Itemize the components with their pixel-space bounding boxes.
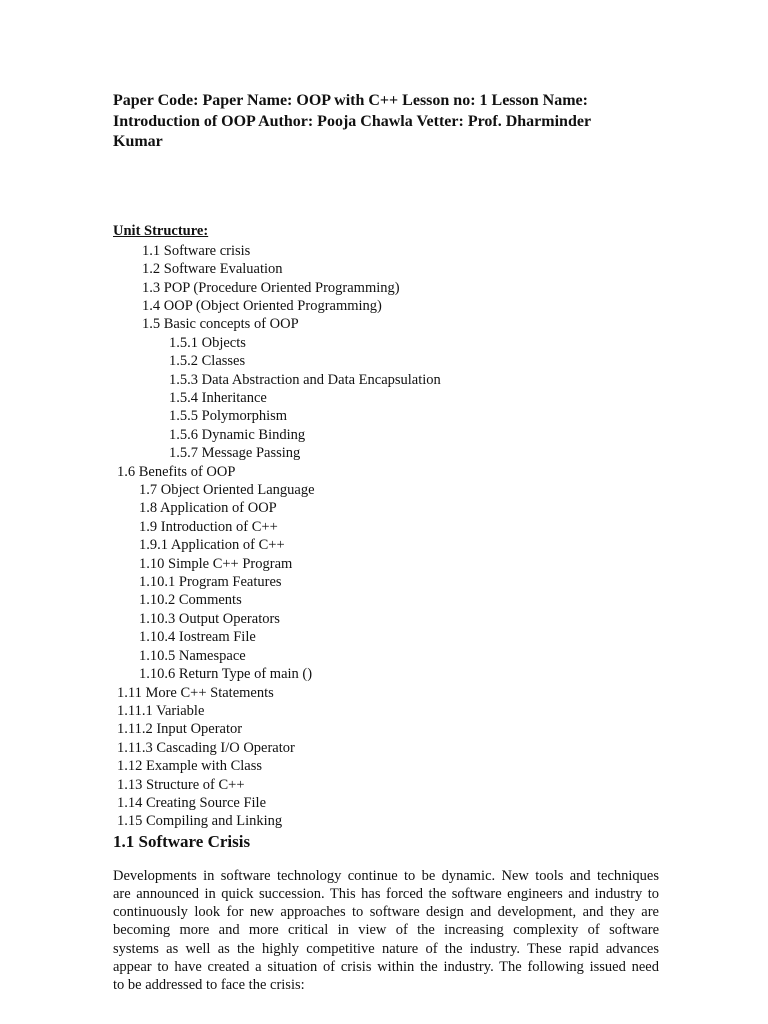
toc-item: 1.5.6 Dynamic Binding: [169, 427, 306, 443]
section-heading: 1.1 Software Crisis: [113, 832, 251, 851]
toc-item: 1.11.1 Variable: [117, 703, 205, 719]
toc-item: 1.10 Simple C++ Program: [139, 556, 293, 572]
body-text-line: continuously look for new approaches to software design and development, and they are: [113, 904, 659, 920]
header-line-1: Paper Code: Paper Name: OOP with C++ Lesson no: 1 Lesson Name:: [113, 92, 588, 109]
toc-item: 1.14 Creating Source File: [117, 795, 267, 811]
toc-item: 1.6 Benefits of OOP: [117, 464, 236, 480]
toc-item: 1.5.7 Message Passing: [169, 445, 301, 461]
body-text-line: to be addressed to face the crisis:: [113, 977, 305, 993]
body-text-line: appear to have created a situation of crisis within the industry. The following issued need: [113, 959, 659, 975]
toc-item: 1.9 Introduction of C++: [139, 519, 278, 535]
body-text-line: are announced in quick succession. This has forced the software engineers and industry to: [113, 886, 659, 902]
toc-item: 1.10.5 Namespace: [139, 648, 246, 664]
unit-structure-heading: Unit Structure:: [113, 223, 209, 239]
toc-item: 1.13 Structure of C++: [117, 777, 245, 793]
toc-item: 1.11.3 Cascading I/O Operator: [117, 740, 295, 756]
header-line-3: Kumar: [113, 133, 163, 150]
toc-item: 1.15 Compiling and Linking: [117, 813, 283, 829]
toc-item: 1.2 Software Evaluation: [142, 261, 283, 277]
toc-item: 1.12 Example with Class: [117, 758, 262, 774]
header-line-2: Introduction of OOP Author: Pooja Chawla Vetter: Prof. Dharminder: [113, 113, 592, 130]
toc-item: 1.3 POP (Procedure Oriented Programming): [142, 280, 400, 296]
body-text-line: systems as well as the highly competitive nature of the industry. These rapid advances: [113, 941, 659, 957]
body-text-line: Developments in software technology continue to be dynamic. New tools and techniques: [113, 868, 659, 884]
toc-item: 1.9.1 Application of C++: [139, 537, 285, 553]
toc-item: 1.10.6 Return Type of main (): [139, 666, 313, 682]
toc-item: 1.11 More C++ Statements: [117, 685, 274, 701]
toc-item: 1.5.2 Classes: [169, 353, 246, 369]
toc-item: 1.5.5 Polymorphism: [169, 408, 288, 424]
toc-item: 1.10.1 Program Features: [139, 574, 282, 590]
toc-item: 1.5 Basic concepts of OOP: [142, 316, 299, 332]
toc-item: 1.10.3 Output Operators: [139, 611, 280, 627]
toc-item: 1.5.1 Objects: [169, 335, 246, 351]
toc-item: 1.1 Software crisis: [142, 243, 251, 259]
toc-item: 1.5.3 Data Abstraction and Data Encapsulation: [169, 372, 441, 388]
body-text-line: becoming more and more critical in view of the increasing complexity of software: [113, 922, 659, 938]
toc-item: 1.4 OOP (Object Oriented Programming): [142, 298, 382, 314]
toc-item: 1.10.4 Iostream File: [139, 629, 256, 645]
toc-item: 1.10.2 Comments: [139, 592, 242, 608]
toc-item: 1.8 Application of OOP: [139, 500, 277, 516]
toc-item: 1.11.2 Input Operator: [117, 721, 243, 737]
toc-item: 1.5.4 Inheritance: [169, 390, 267, 406]
toc-item: 1.7 Object Oriented Language: [139, 482, 315, 498]
